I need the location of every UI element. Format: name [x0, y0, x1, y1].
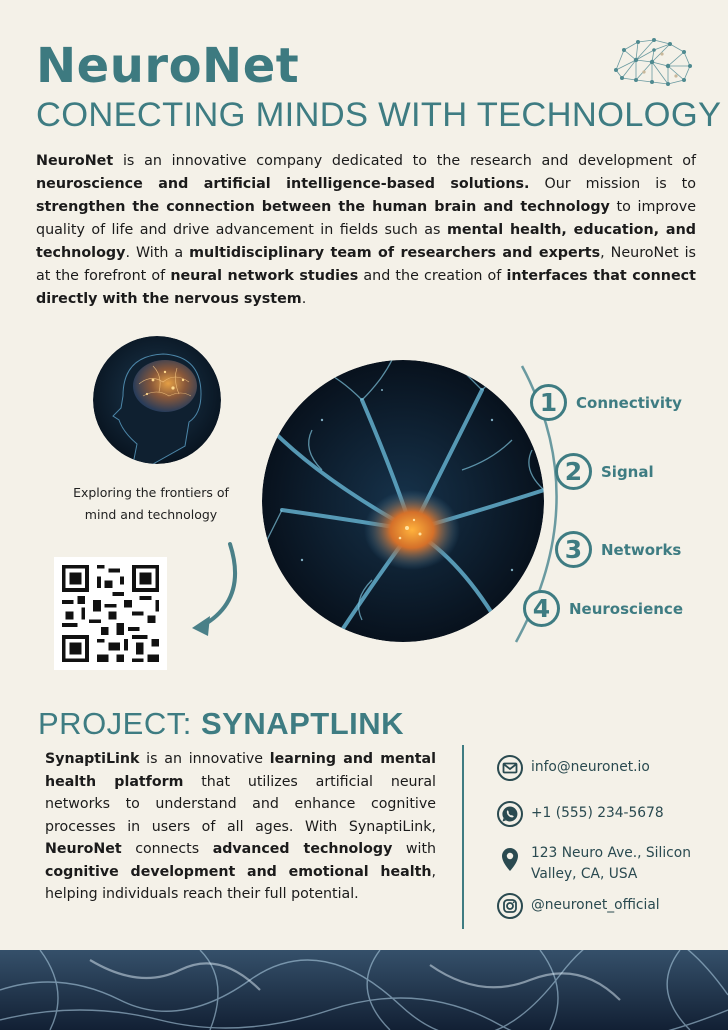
text-segment: . With a — [125, 245, 190, 261]
project-title-prefix: PROJECT: — [38, 706, 201, 741]
envelope-icon — [497, 755, 523, 781]
contact-email[interactable] — [497, 755, 650, 781]
step-number: 4 — [523, 590, 560, 627]
contact-social[interactable] — [497, 893, 660, 919]
intro-paragraph — [36, 150, 696, 311]
email-text[interactable]: info@neuronet.io — [531, 759, 650, 775]
bold-text-segment: neural network studies — [170, 268, 359, 284]
brain-network-icon — [606, 36, 696, 88]
bold-text-segment: advanced technology — [212, 841, 393, 857]
text-segment: Our mission is to — [529, 176, 696, 192]
text-segment: is an innovative company dedicated to the research and development of — [113, 153, 696, 169]
step-label: Neuroscience — [569, 599, 683, 618]
vertical-divider — [462, 745, 464, 929]
footer-neural-banner — [0, 950, 728, 1030]
contact-phone[interactable] — [497, 801, 664, 827]
bold-text-segment: multidisciplinary team of researchers and experts — [189, 245, 601, 261]
curved-arrow-icon — [188, 540, 248, 640]
bold-text-segment: SynaptiLink — [45, 751, 140, 767]
neuron-image — [262, 360, 544, 642]
qr-code[interactable] — [54, 557, 167, 670]
location-pin-icon — [497, 846, 523, 872]
step-number: 3 — [555, 531, 592, 568]
bold-text-segment: NeuroNet — [45, 841, 122, 857]
address-text: 123 Neuro Ave., Silicon Valley, CA, USA — [531, 845, 691, 882]
step-label: Signal — [601, 462, 654, 481]
step-number: 1 — [530, 384, 567, 421]
bold-text-segment: mental health, education, and technology — [36, 222, 696, 261]
text-segment: . — [301, 291, 307, 307]
project-title — [38, 706, 404, 742]
bold-text-segment: neuroscience and artificial intelligence-based solutions. — [36, 176, 530, 192]
text-segment: is an innovative — [139, 751, 270, 767]
tagline: CONECTING MINDS WITH TECHNOLOGY — [36, 96, 722, 134]
whatsapp-icon — [497, 801, 523, 827]
contact-address — [497, 843, 701, 885]
step-label: Networks — [601, 540, 682, 559]
text-segment: and the creation of — [358, 268, 507, 284]
step-networks — [555, 531, 681, 568]
bold-text-segment: cognitive development and emotional health — [45, 863, 432, 880]
text-segment: to improve quality of life and drive advancement in fields such as — [36, 199, 697, 238]
text-segment: , NeuroNet is at the forefront of — [36, 245, 696, 284]
phone-text[interactable]: +1 (555) 234-5678 — [531, 805, 664, 821]
bold-text-segment: strengthen the connection between the human brain and technology — [36, 199, 610, 215]
instagram-icon — [497, 893, 523, 919]
step-neuroscience — [523, 590, 683, 627]
social-handle-text[interactable]: @neuronet_official — [531, 897, 660, 913]
text-segment: with — [392, 841, 436, 857]
bold-text-segment: interfaces that connect directly with the nervous system — [36, 268, 696, 307]
step-signal — [555, 453, 654, 490]
step-connectivity — [530, 384, 682, 421]
step-number: 2 — [555, 453, 592, 490]
bold-text-segment: NeuroNet — [36, 153, 114, 169]
text-segment: , helping individuals reach their full potential. — [45, 863, 436, 902]
image-caption: Exploring the frontiers of mind and technology — [73, 485, 229, 522]
step-label: Connectivity — [576, 393, 682, 412]
text-segment: that utilizes artificial neural networks to understand and enhance cognitive processes in users of all ages. With SynaptiLink, — [45, 773, 437, 835]
brand-title: NeuroNet — [36, 38, 300, 94]
text-segment: connects — [121, 841, 213, 857]
bold-text-segment: learning and mental health platform — [45, 751, 436, 790]
human-head-brain-image — [93, 336, 221, 464]
project-name: SYNAPTLINK — [200, 706, 405, 741]
project-description — [45, 748, 436, 906]
